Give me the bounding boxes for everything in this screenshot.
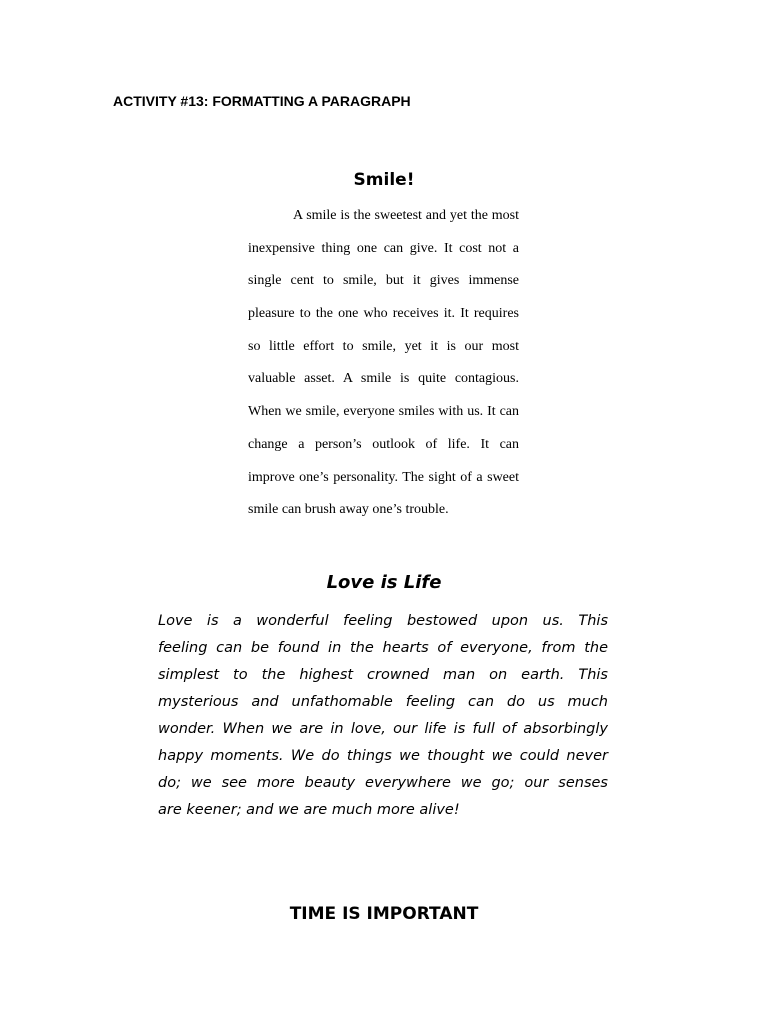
love-heading: Love is Life — [326, 572, 442, 593]
smile-line: single cent to smile, but it gives immense — [248, 273, 519, 289]
love-line: simplest to the highest crowned man on earth. This — [158, 667, 608, 683]
smile-paragraph — [248, 200, 519, 527]
time-heading: TIME IS IMPORTANT — [289, 904, 479, 924]
smile-line: change a person’s outlook of life. It can — [248, 436, 519, 452]
love-line: mysterious and unfathomable feeling can do us much — [158, 694, 608, 710]
love-paragraph — [158, 608, 608, 824]
love-line: feeling can be found in the hearts of everyone, from the — [158, 640, 608, 656]
smile-line: inexpensive thing one can give. It cost not a — [248, 240, 519, 256]
smile-line: When we smile, everyone smiles with us. It can — [248, 404, 519, 420]
smile-line: improve one’s personality. The sight of a sweet — [248, 469, 519, 485]
love-line: are keener; and we are much more alive! — [158, 802, 460, 818]
love-line: happy moments. We do things we thought we could never — [158, 748, 608, 764]
smile-line: valuable asset. A smile is quite contagious. — [248, 371, 519, 387]
love-line: wonder. When we are in love, our life is full of absorbingly — [158, 721, 608, 737]
activity-title: ACTIVITY #13: FORMATTING A PARAGRAPH — [113, 93, 411, 109]
smile-line: so little effort to smile, yet it is our most — [248, 338, 519, 354]
smile-line: smile can brush away one’s trouble. — [248, 502, 449, 518]
love-line: do; we see more beauty everywhere we go; our senses — [158, 775, 608, 791]
love-line: Love is a wonderful feeling bestowed upon us. This — [158, 613, 608, 629]
smile-line: A smile is the sweetest and yet the most — [293, 208, 519, 223]
smile-line: pleasure to the one who receives it. It requires — [248, 306, 519, 322]
smile-heading: Smile! — [353, 170, 415, 190]
